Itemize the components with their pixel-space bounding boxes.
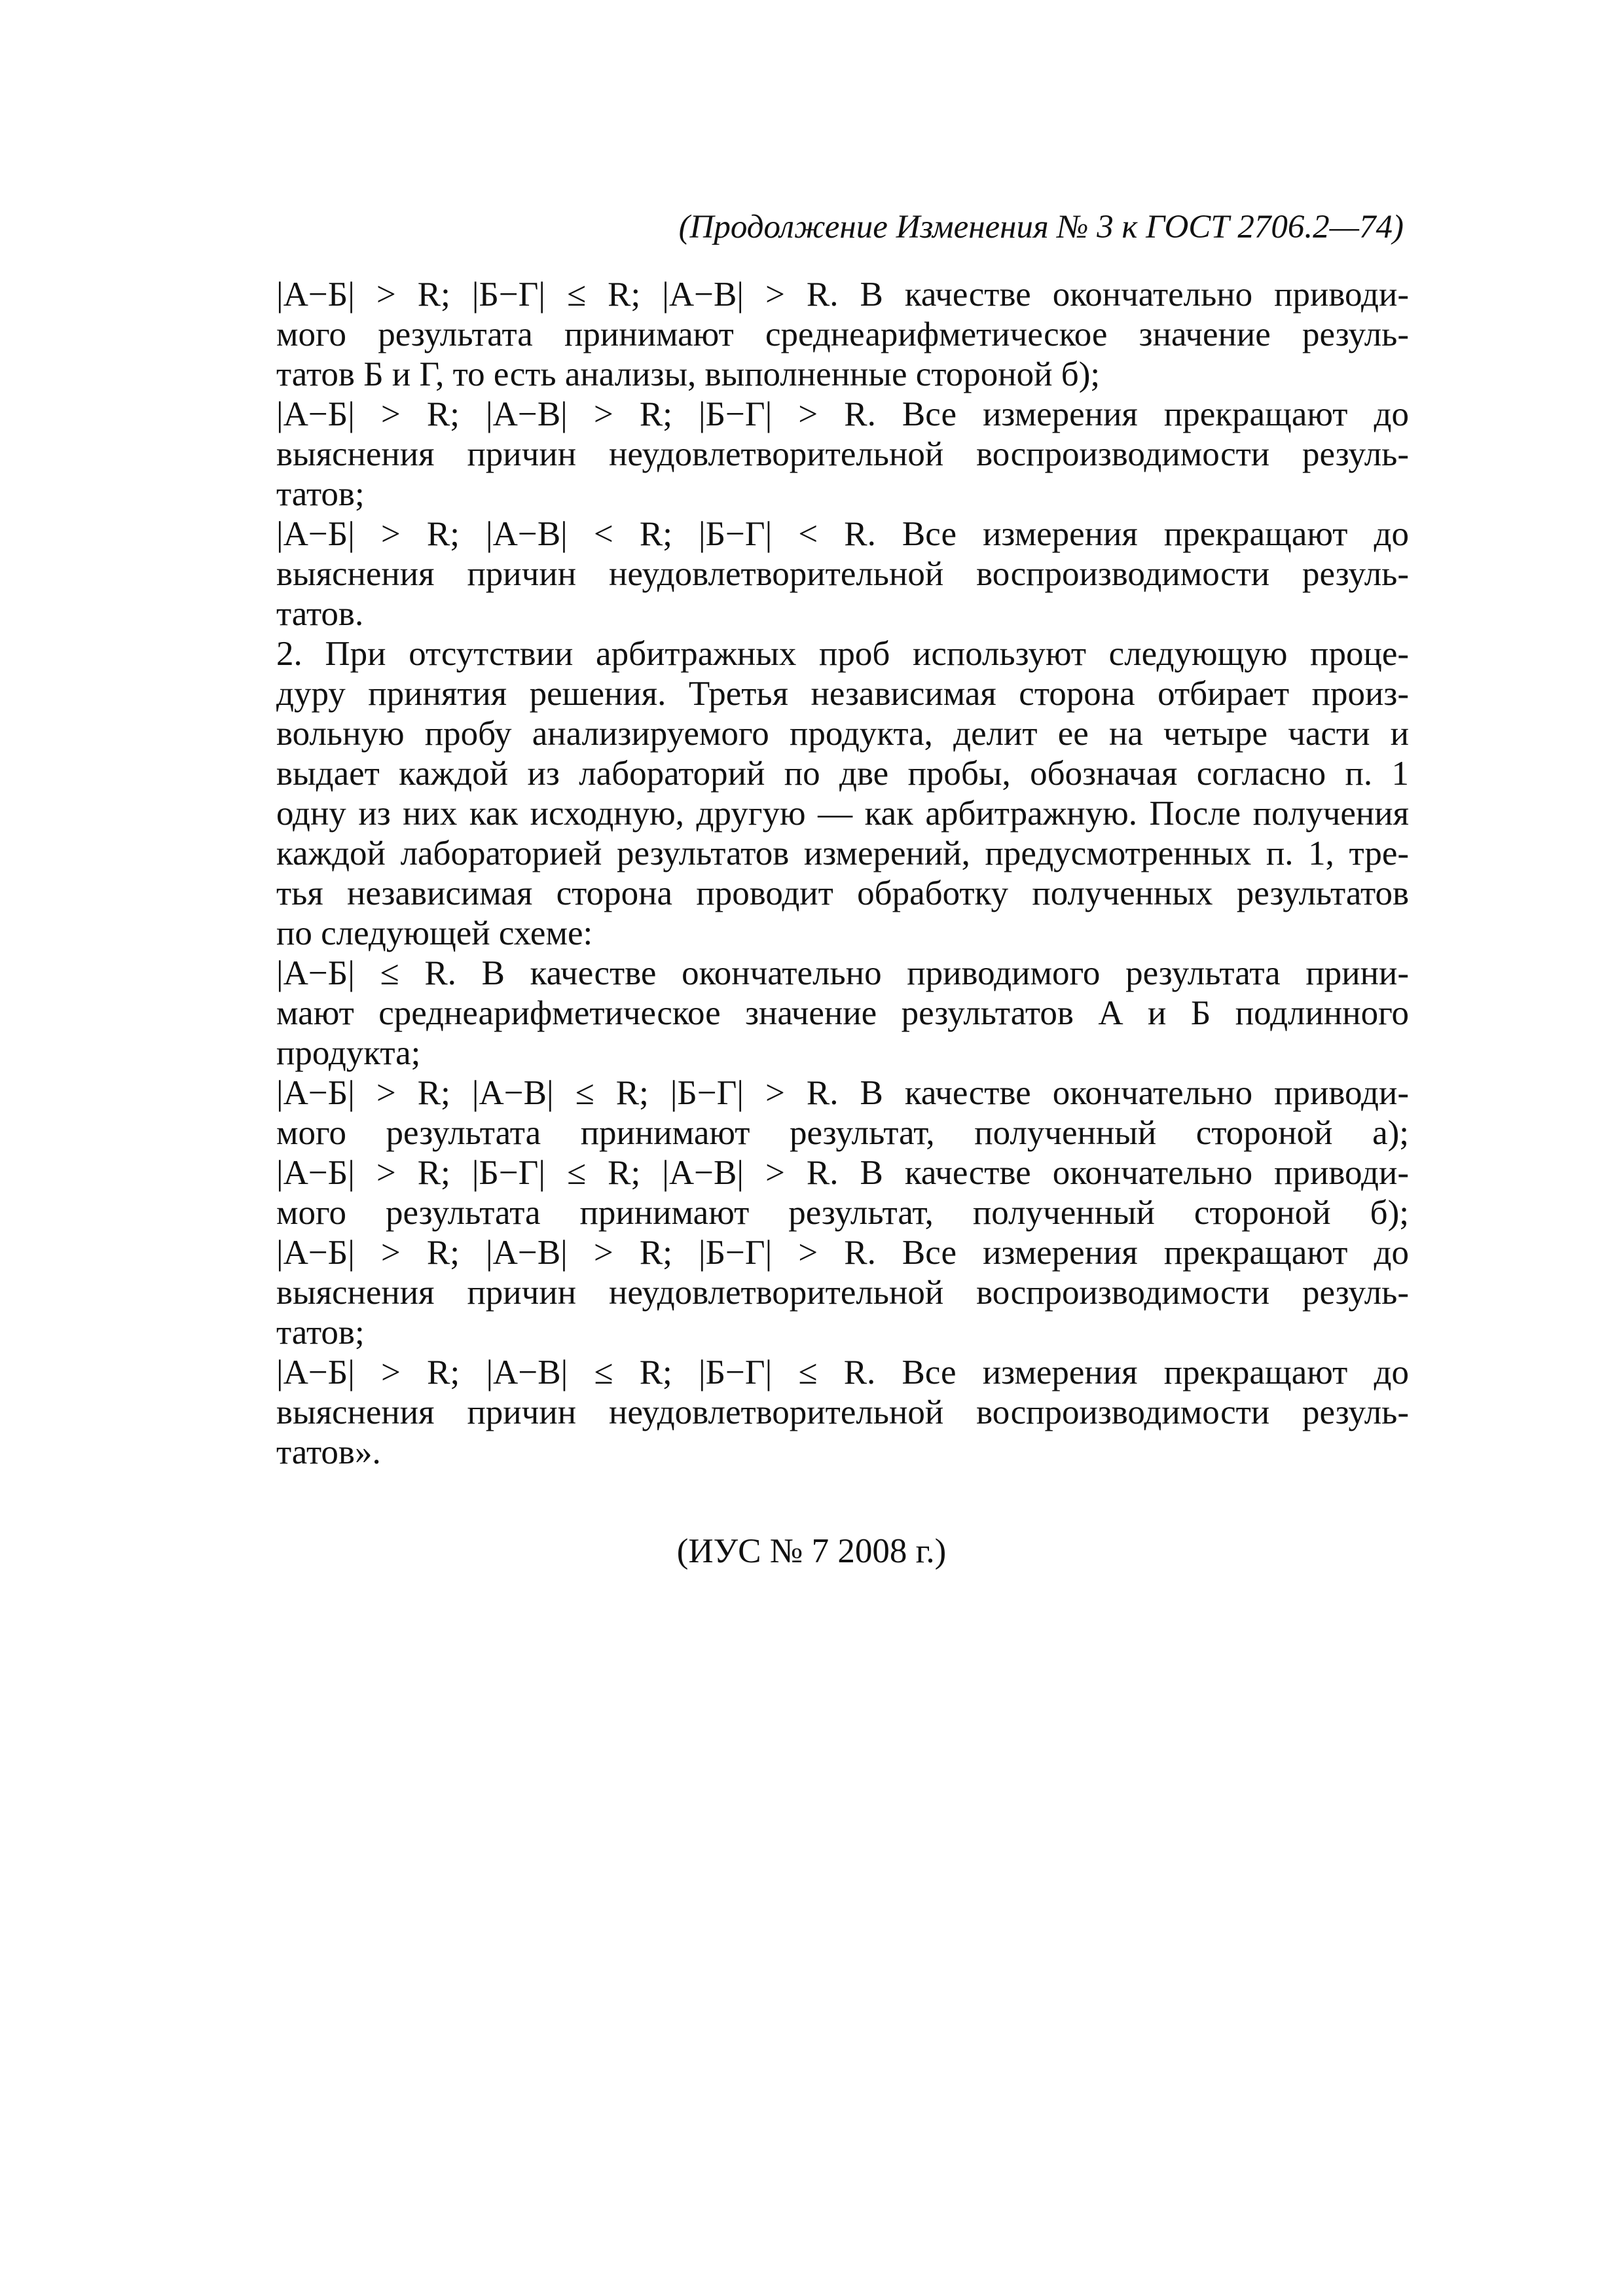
text-line: |А−Б| > R; |А−В| ≤ R; |Б−Г| > R. В качестве окончательно приводи- [276, 1074, 1409, 1112]
text-line: татов. [276, 595, 364, 633]
text-line: выяснения причин неудовлетворительной воспроизводимости резуль- [276, 1274, 1409, 1312]
text-line: мого результата принимают среднеарифметическое значение резуль- [276, 315, 1409, 353]
text-line: выяснения причин неудовлетворительной воспроизводимости резуль- [276, 555, 1409, 593]
text-line: выяснения причин неудовлетворительной воспроизводимости резуль- [276, 435, 1409, 473]
text-line: по следующей схеме: [276, 914, 593, 952]
text-line: выяснения причин неудовлетворительной воспроизводимости резуль- [276, 1393, 1409, 1431]
text-line: татов; [276, 1314, 365, 1352]
text-line: вольную пробу анализируемого продукта, делит ее на четыре части и [276, 715, 1409, 753]
text-line: 2. При отсутствии арбитражных проб используют следующую проце- [276, 635, 1409, 673]
text-line: мого результата принимают результат, полученный стороной б); [276, 1194, 1409, 1232]
text-line: |А−Б| > R; |А−В| ≤ R; |Б−Г| ≤ R. Все измерения прекращают до [276, 1354, 1409, 1391]
text-line: татов; [276, 475, 365, 513]
body-text [276, 275, 1409, 1473]
text-line: |А−Б| > R; |А−В| > R; |Б−Г| > R. Все измерения прекращают до [276, 1234, 1409, 1272]
text-line: продукта; [276, 1034, 421, 1072]
text-line: |А−Б| > R; |Б−Г| ≤ R; |А−В| > R. В качестве окончательно приводи- [276, 1154, 1409, 1192]
continuation-header: (Продолжение Изменения № 3 к ГОСТ 2706.2—74) [678, 209, 1404, 245]
text-line: татов Б и Г, то есть анализы, выполненные стороной б); [276, 355, 1101, 393]
source-reference: (ИУС № 7 2008 г.) [676, 1532, 947, 1570]
text-line: |А−Б| ≤ R. В качестве окончательно приводимого результата прини- [276, 954, 1409, 992]
text-line: выдает каждой из лабораторий по две пробы, обозначая согласно п. 1 [276, 755, 1409, 793]
text-line: |А−Б| > R; |А−В| > R; |Б−Г| > R. Все измерения прекращают до [276, 395, 1409, 433]
text-line: татов». [276, 1433, 381, 1471]
text-line: |А−Б| > R; |Б−Г| ≤ R; |А−В| > R. В качестве окончательно приводи- [276, 276, 1409, 314]
text-line: дуру принятия решения. Третья независимая сторона отбирает произ- [276, 675, 1409, 713]
text-line: тья независимая сторона проводит обработку полученных результатов [276, 874, 1409, 912]
text-line: мого результата принимают результат, полученный стороной а); [276, 1114, 1409, 1152]
text-line: |А−Б| > R; |А−В| < R; |Б−Г| < R. Все измерения прекращают до [276, 515, 1409, 553]
text-line: одну из них как исходную, другую — как арбитражную. После получения [276, 795, 1409, 833]
text-line: каждой лабораторией результатов измерений, предусмотренных п. 1, тре- [276, 834, 1409, 872]
text-line: мают среднеарифметическое значение результатов А и Б подлинного [276, 994, 1409, 1032]
